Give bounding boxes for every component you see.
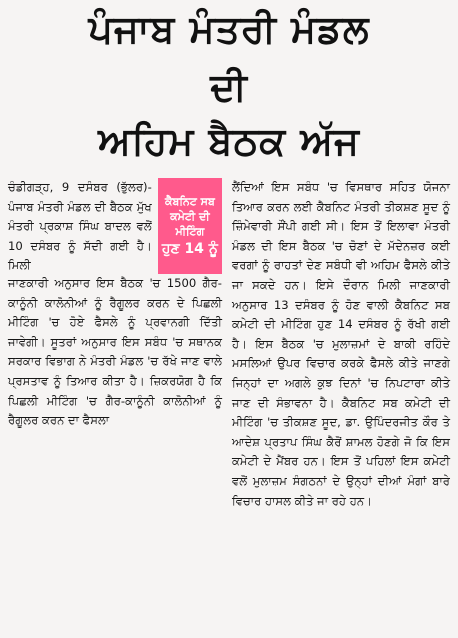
callout-box	[158, 178, 222, 274]
lead-block	[8, 178, 222, 274]
article-lead: ਚੰਡੀਗੜ੍ਹ, 9 ਦਸੰਬਰ (ਭੁੱਲਰ)- ਪੰਜਾਬ ਮੰਤਰੀ ਮੰਡਲ ਦੀ ਬੈਠਕ ਮੁੱਖ ਮੰਤਰੀ ਪ੍ਰਕਾਸ਼ ਸਿੰਘ ਬਾਦਲ ਵਲੋਂ 10 ਦਸੰਬਰ ਨੂੰ ਸੱਦੀ ਗਈ ਹੈ। ਮਿਲੀ	[8, 180, 152, 273]
callout-line-1: ਕੈਬਨਿਟ ਸਬ	[164, 194, 215, 208]
article-body-left: ਜਾਣਕਾਰੀ ਅਨੁਸਾਰ ਇਸ ਬੈਠਕ 'ਚ 1500 ਗੈਰ-ਕਾਨੂੰਨੀ ਕਾਲੋਨੀਆਂ ਨੂੰ ਰੈਗੂਲਰ ਕਰਨ ਦੇ ਪਿਛਲੀ ਮੀਟਿੰਗ 'ਚ ਹੋਏ ਫੈਸਲੇ ਨੂੰ ਪ੍ਰਵਾਨਗੀ ਦਿੱਤੀ ਜਾਵੇਗੀ। ਸੂਤਰਾਂ ਅਨੁਸਾਰ ਇਸ ਸਬੰਧ 'ਚ ਸਥਾਨਕ ਸਰਕਾਰ ਵਿਭਾਗ ਨੇ ਮੰਤਰੀ ਮੰਡਲ 'ਚ ਰੱਖੇ ਜਾਣ ਵਾਲੇ ਪ੍ਰਸਤਾਵ ਨੂੰ ਤਿਆਰ ਕੀਤਾ ਹੈ। ਜ਼ਿਕਰਯੋਗ ਹੈ ਕਿ ਪਿਛਲੀ ਮੀਟਿੰਗ 'ਚ ਗੈਰ-ਕਾਨੂੰਨੀ ਕਾਲੋਨੀਆਂ ਨੂੰ ਰੈਗੂਲਰ ਕਰਨ ਦਾ ਫੈਸਲਾ	[8, 276, 222, 428]
article-column-right	[232, 178, 450, 511]
headline-line-1: ਪੰਜਾਬ ਮੰਤਰੀ ਮੰਡਲ	[88, 7, 370, 51]
callout-line-2: ਕਮੇਟੀ ਦੀ ਮੀਟਿੰਗ	[170, 209, 210, 238]
callout-line-3: ਹੁਣ 14 ਨੂੰ	[161, 240, 218, 257]
article-column-left	[8, 178, 222, 431]
headline-line-3: ਅਹਿਮ ਬੈਠਕ ਅੱਜ	[98, 119, 360, 163]
article-body-right: ਲੈਂਦਿਆਂ ਇਸ ਸਬੰਧ 'ਚ ਵਿਸਥਾਰ ਸਹਿਤ ਯੋਜਨਾ ਤਿਆਰ ਕਰਨ ਲਈ ਕੈਬਨਿਟ ਮੰਤਰੀ ਤੀਕਸ਼ਣ ਸੂਦ ਨੂੰ ਜ਼ਿੰਮੇਵਾਰੀ ਸੌਂਪੀ ਗਈ ਸੀ। ਇਸ ਤੋਂ ਇਲਾਵਾ ਮੰਤਰੀ ਮੰਡਲ ਦੀ ਇਸ ਬੈਠਕ 'ਚ ਚੋਣਾਂ ਦੇ ਮੱਦੇਨਜ਼ਰ ਕਈ ਵਰਗਾਂ ਨੂੰ ਰਾਹਤਾਂ ਦੇਣ ਸਬੰਧੀ ਵੀ ਅਹਿਮ ਫੈਸਲੇ ਕੀਤੇ ਜਾ ਸਕਦੇ ਹਨ। ਇਸੇ ਦੌਰਾਨ ਮਿਲੀ ਜਾਣਕਾਰੀ ਅਨੁਸਾਰ 13 ਦਸੰਬਰ ਨੂੰ ਹੋਣ ਵਾਲੀ ਕੈਬਨਿਟ ਸਬ ਕਮੇਟੀ ਦੀ ਮੀਟਿੰਗ ਹੁਣ 14 ਦਸੰਬਰ ਨੂੰ ਰੱਖੀ ਗਈ ਹੈ। ਇਸ ਬੈਠਕ 'ਚ ਮੁਲਾਜ਼ਮਾਂ ਦੇ ਬਾਕੀ ਰਹਿੰਦੇ ਮਸਲਿਆਂ ਉਪਰ ਵਿਚਾਰ ਕਰਕੇ ਫੈਸਲੇ ਕੀਤੇ ਜਾਣਗੇ ਜਿਨ੍ਹਾਂ ਦਾ ਅਗਲੇ ਕੁਝ ਦਿਨਾਂ 'ਚ ਨਿਪਟਾਰਾ ਕੀਤੇ ਜਾਣ ਦੀ ਸੰਭਾਵਨਾ ਹੈ। ਕੈਬਨਿਟ ਸਬ ਕਮੇਟੀ ਦੀ ਮੀਟਿੰਗ 'ਚ ਤੀਕਸ਼ਣ ਸੂਦ, ਡਾ. ਉਪਿੰਦਰਜੀਤ ਕੌਰ ਤੇ ਆਦੇਸ਼ ਪ੍ਰਤਾਪ ਸਿੰਘ ਕੈਰੋਂ ਸ਼ਾਮਲ ਹੋਣਗੇ ਜੋ ਕਿ ਇਸ ਕਮੇਟੀ ਦੇ ਮੈਂਬਰ ਹਨ। ਇਸ ਤੋਂ ਪਹਿਲਾਂ ਇਸ ਕਮੇਟੀ ਵਲੋਂ ਮੁਲਾਜ਼ਮ ਸੰਗਠਨਾਂ ਦੇ ਉਨ੍ਹਾਂ ਦੀਆਂ ਮੰਗਾਂ ਬਾਰੇ ਵਿਚਾਰ ਹਾਸਲ ਕੀਤੇ ਜਾ ਰਹੇ ਹਨ।	[232, 180, 450, 508]
headline-line-2: ਦੀ	[210, 65, 248, 109]
